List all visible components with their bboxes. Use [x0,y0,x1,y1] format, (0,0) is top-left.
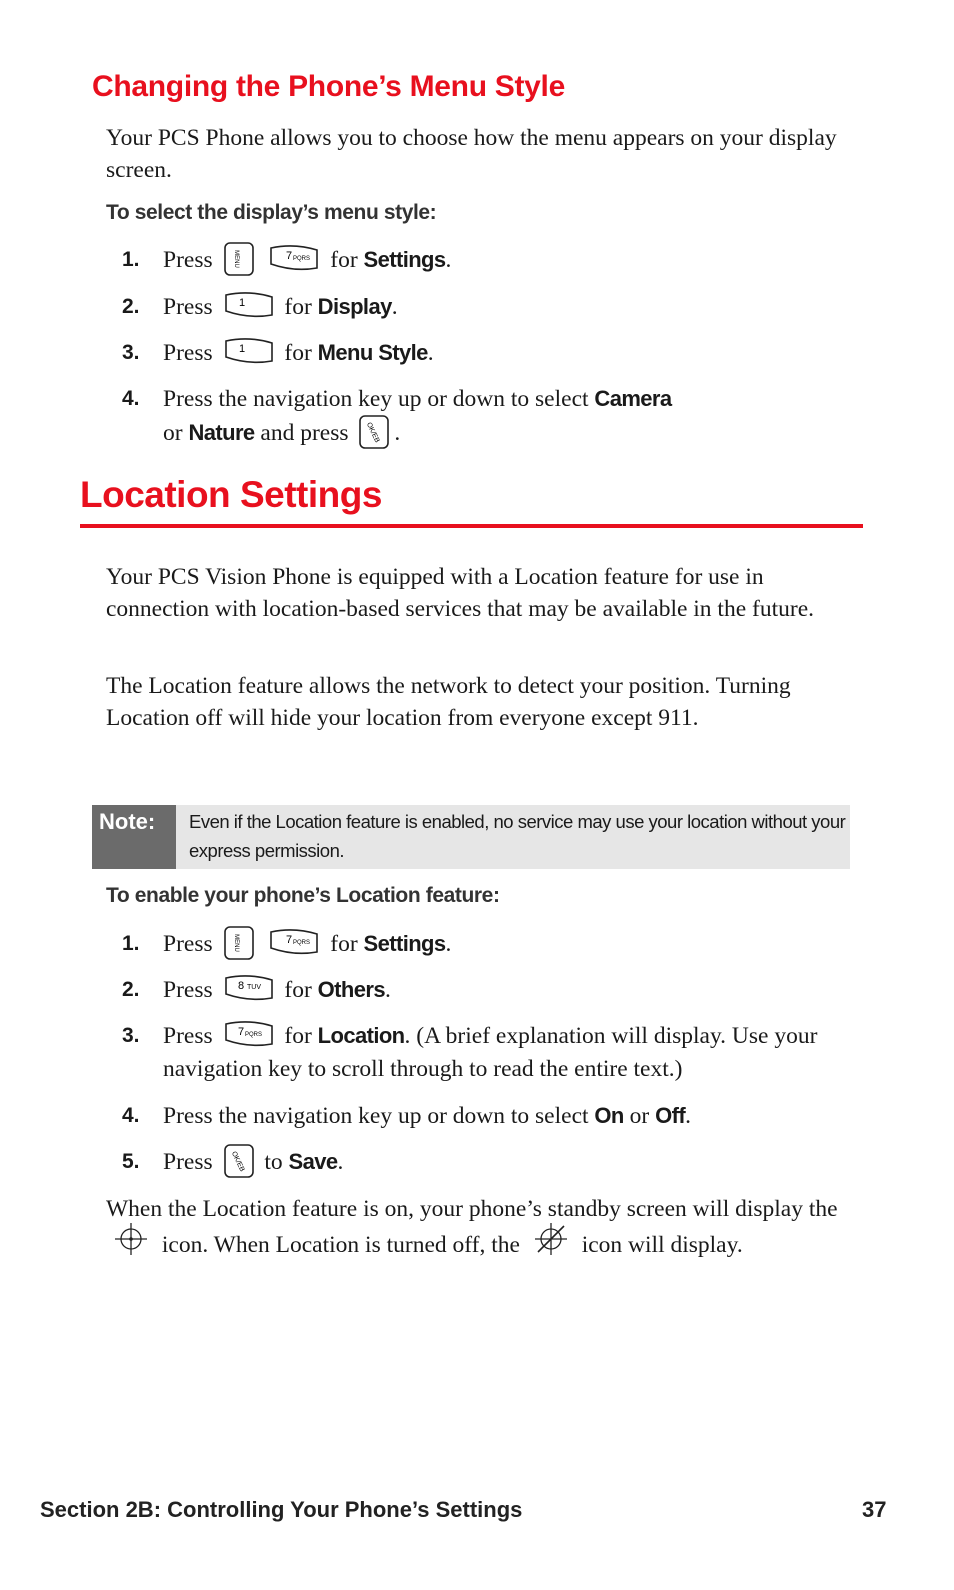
step-keyword: Save [288,1149,338,1174]
closing-text: icon will display. [581,1231,743,1258]
step-text: . [445,247,452,273]
seven-key-icon [268,928,320,958]
svg-text:7: 7 [286,933,293,946]
step-text: for [330,247,358,273]
step-text: . [384,977,391,1003]
step-text: . [337,1149,344,1175]
instruction-lead: To select the display’s menu style: [106,201,437,224]
step-text: . [394,420,401,446]
svg-text:OK/EB: OK/EB [229,1150,245,1173]
step-number: 3. [122,341,140,364]
step-number: 1. [122,248,140,271]
step-text: for [284,1023,312,1049]
svg-text:OK/EB: OK/EB [365,421,381,444]
step-text: and press [260,420,349,446]
step-keyword: Menu Style [317,340,428,365]
svg-text:MENU: MENU [232,249,239,268]
step-number: 4. [122,1104,140,1127]
step-number: 1. [122,932,140,955]
seven-key-icon [268,244,320,274]
svg-text:1: 1 [238,342,245,355]
step-text: for [330,931,358,957]
step-text: Press the navigation key up or down to select [163,1103,589,1129]
step-text: . (A brief explanation will display. Use your navigation key to scroll through to read the entire text.) [163,1023,818,1082]
closing-text: icon. When Location is turned off, the [161,1231,520,1258]
step-text: . [445,931,452,957]
step-text: or [163,420,183,446]
one-key-icon [223,337,275,367]
location-off-icon [534,1222,568,1265]
step-keyword: Nature [188,420,255,445]
intro-paragraph: Your PCS Phone allows you to choose how the menu appears on your display screen. [106,125,837,183]
closing-text: When the Location feature is on, your phone’s standby screen will display the [106,1196,838,1222]
instruction-lead: To enable your phone’s Location feature: [106,884,500,907]
step-text: Press [163,1023,213,1049]
note-label [92,805,176,869]
menu-key-icon [223,925,255,961]
step-number: 3. [122,1024,140,1047]
note-label-text: Note: [99,809,156,834]
step-number: 2. [122,978,140,1001]
step-keyword: Camera [594,386,672,411]
step-keyword: Display [317,294,392,319]
svg-text:7: 7 [237,1025,244,1038]
step-text: Press [163,977,213,1003]
footer-section-title: Section 2B: Controlling Your Phone’s Settings [40,1497,523,1522]
heading-rule [80,524,863,528]
step-text: Press [163,1149,213,1175]
step-text: . [685,1103,691,1129]
step-text: . [427,340,434,366]
svg-text:PQRS: PQRS [293,939,311,946]
location-on-icon [114,1222,148,1265]
menu-key-icon [223,241,255,277]
svg-text:7: 7 [286,249,293,262]
ok-key-icon [223,1143,255,1179]
location-paragraph-1: Your PCS Vision Phone is equipped with a Location feature for use in connection with location-based services that may be available in the future. [106,564,815,622]
step-text: for [284,977,312,1003]
one-key-icon [223,291,275,321]
step-keyword: Off [655,1103,686,1128]
location-paragraph-2: The Location feature allows the network to detect your position. Turning Location off will hide your location from everyone except 911. [106,673,791,731]
step-text: for [284,340,312,366]
step-keyword: Location [317,1023,405,1048]
section-heading: Changing the Phone’s Menu Style [92,70,565,103]
step-text: Press [163,247,213,273]
step-text: Press [163,931,213,957]
step-number: 4. [122,387,140,410]
page-number: 37 [862,1497,887,1522]
svg-text:1: 1 [238,296,245,309]
step-number: 5. [122,1150,140,1173]
step-keyword: On [594,1103,624,1128]
svg-text:MENU: MENU [232,933,239,952]
step-keyword: Others [317,977,385,1002]
svg-text:PQRS: PQRS [244,1031,262,1038]
step-text: Press the navigation key up or down to select [163,386,589,412]
step-text: or [629,1103,650,1129]
ok-key-icon [358,414,390,450]
step-number: 2. [122,295,140,318]
step-text: Press [163,294,213,320]
location-closing-paragraph [106,1193,866,1268]
step-keyword: Settings [363,247,446,272]
step-text: for [284,294,312,320]
step-text: . [391,294,398,320]
svg-text:PQRS: PQRS [293,255,311,262]
note-text: Even if the Location feature is enabled, no service may use your location without your express permission. [189,811,846,861]
svg-text:8: 8 [237,979,244,992]
step-keyword: Settings [363,931,446,956]
seven-key-icon [223,1020,275,1050]
eight-key-icon [223,974,275,1004]
page-title: Location Settings [80,474,382,515]
step-text: to [264,1149,283,1175]
step-text: Press [163,340,213,366]
svg-text:TUV: TUV [246,983,261,991]
